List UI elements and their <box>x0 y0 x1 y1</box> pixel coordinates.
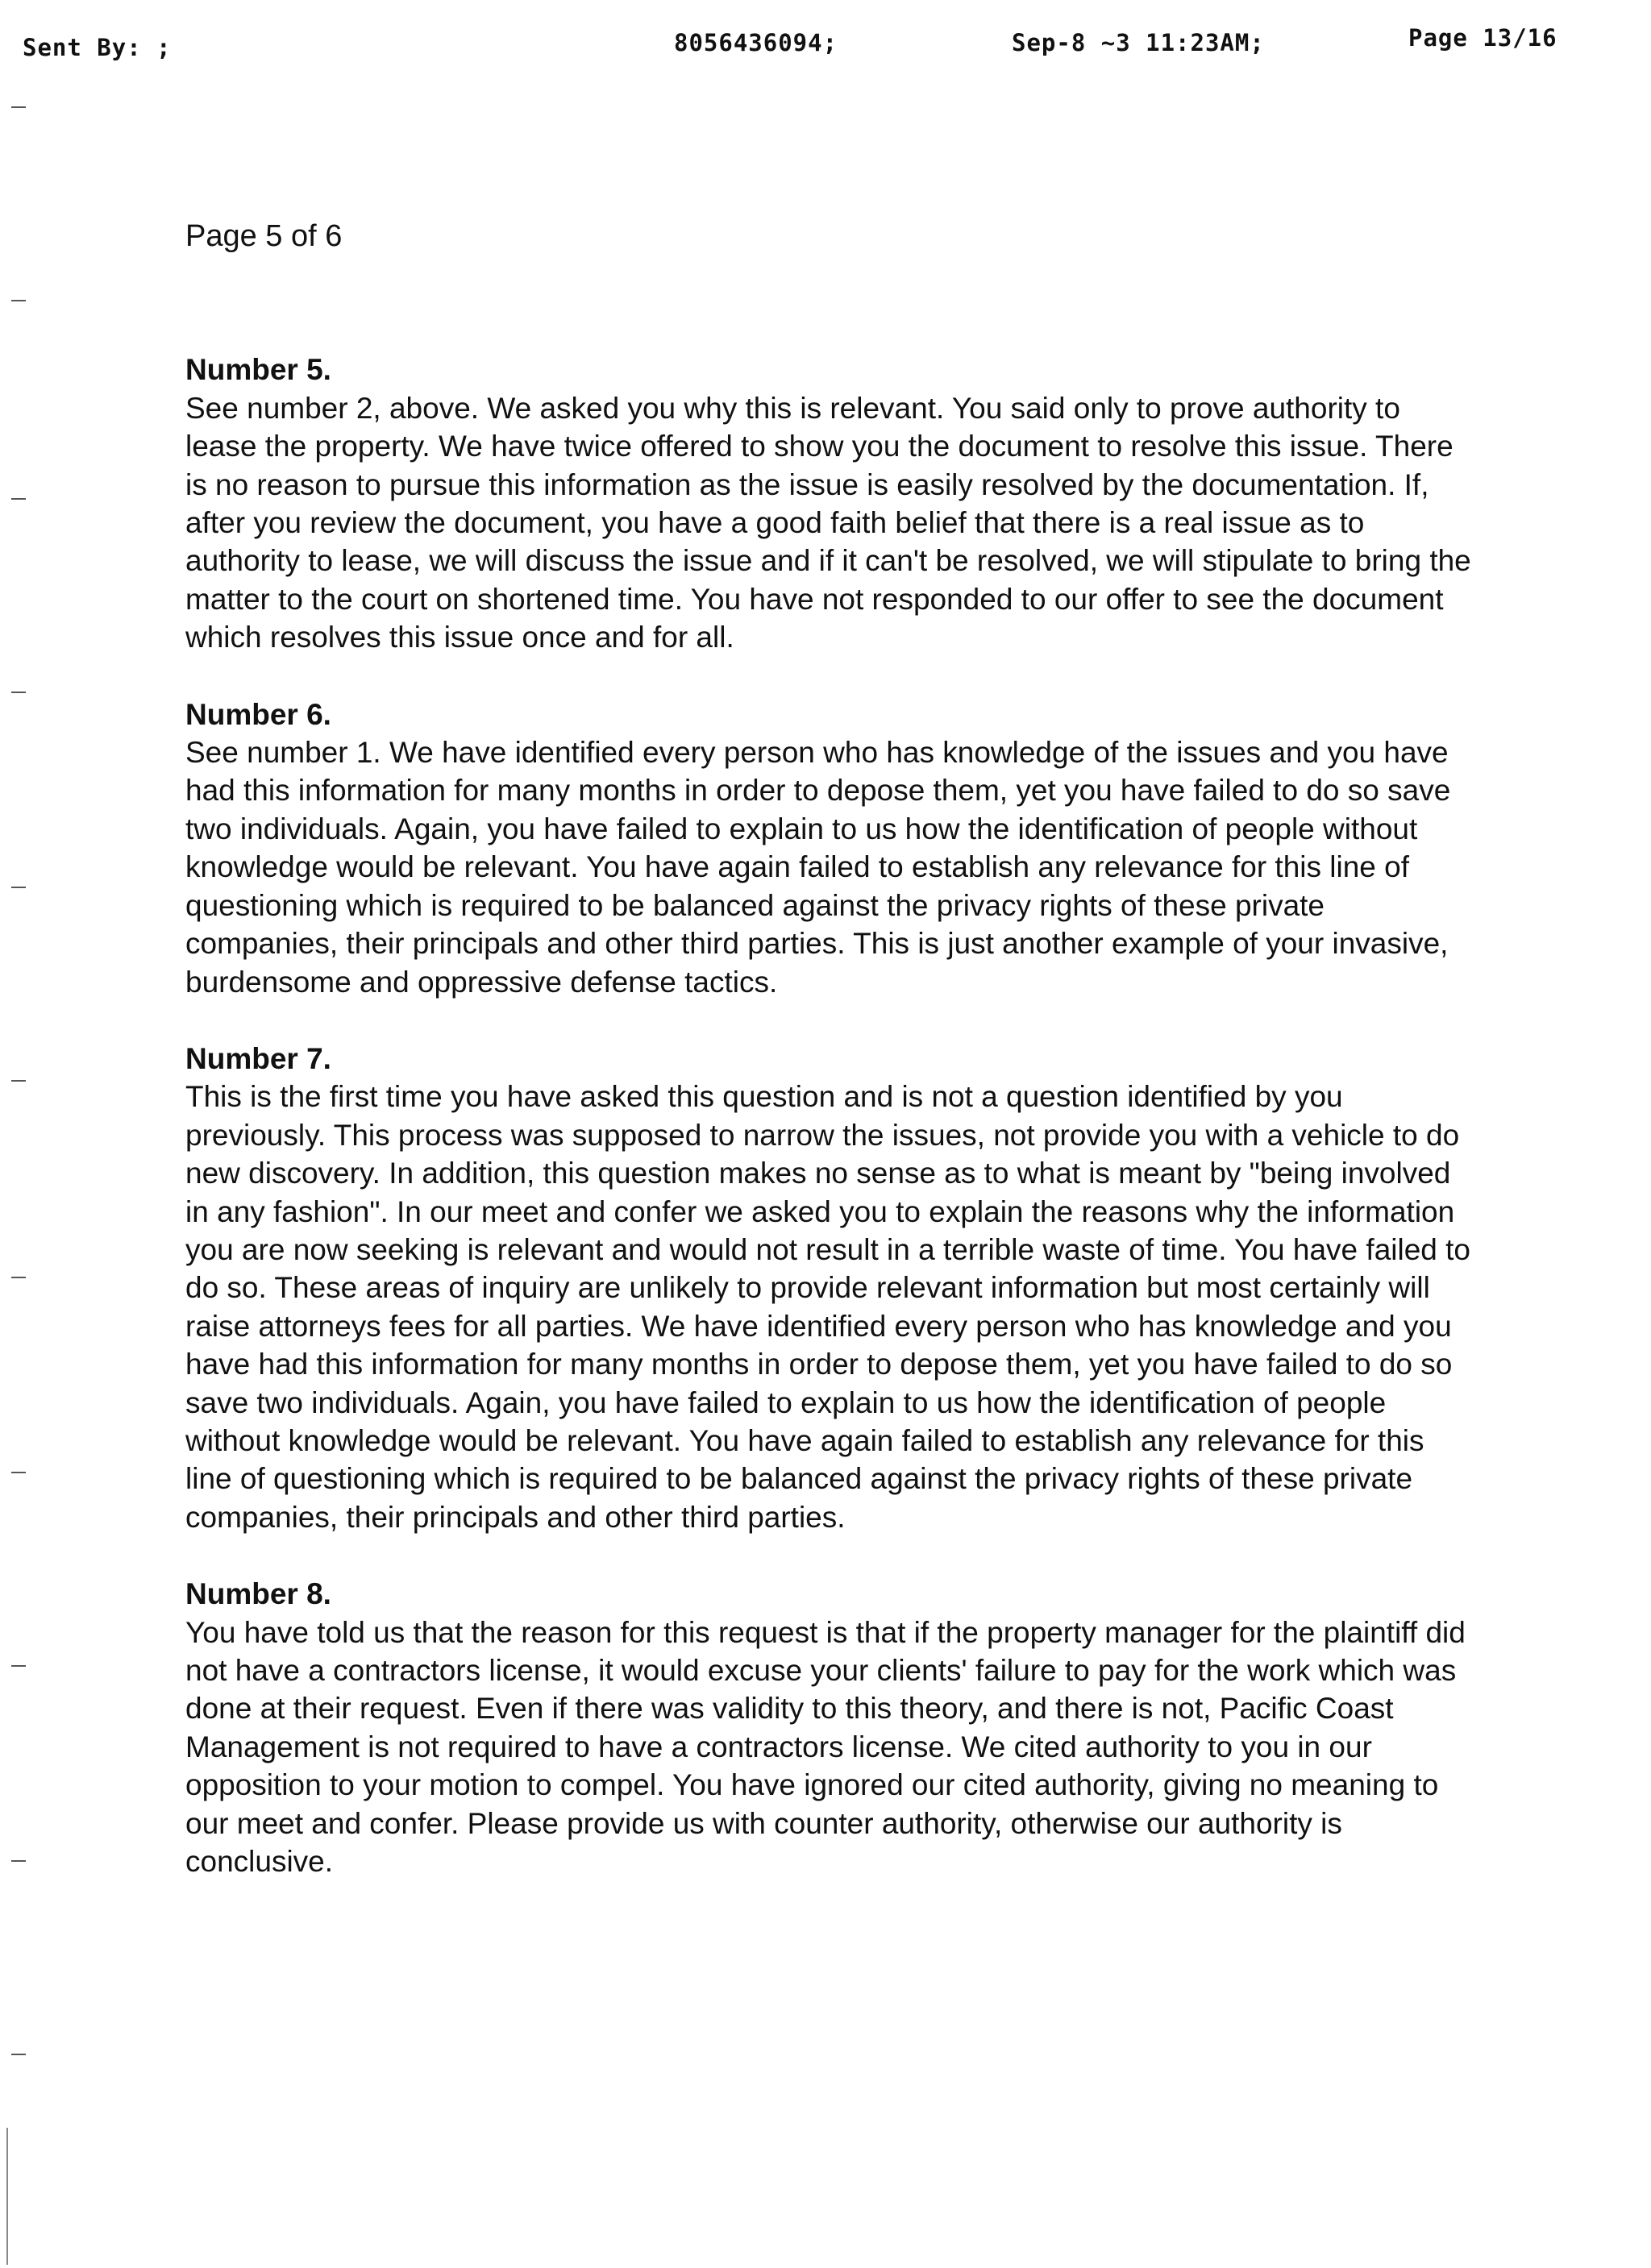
margin-tick <box>11 1665 26 1667</box>
page-indicator: Page 5 of 6 <box>185 219 343 253</box>
margin-tick <box>11 498 26 500</box>
left-margin-marks <box>11 0 35 2268</box>
section-number-8 <box>185 1575 1475 1880</box>
section-text: This is the first time you have asked this question and is not a question identified by you previously. This process was supposed to narrow the issues, not provide you with a vehicle to do new discovery. In addition, this question makes no sense as to what is meant by "being involved in any fashion". In our meet and confer we asked you to explain the reasons why the information you are now seeking is relevant and would not result in a terrible waste of time. You have failed to do so. These areas of inquiry are unlikely to provide relevant information but most certainly will raise attorneys fees for all parties. We have identified every person who has knowledge and you have had this information for many months in order to depose them, yet you have failed to do so save two individuals. Again, you have failed to explain to us how the identification of people without knowledge would be relevant. You have again failed to establish any relevance for this line of questioning which is required to be balanced against the privacy rights of these private companies, their principals and other third parties. <box>185 1080 1470 1534</box>
margin-tick <box>11 692 26 693</box>
fax-header <box>0 19 1651 60</box>
section-heading: Number 7. <box>185 1041 331 1075</box>
section-number-6 <box>185 696 1475 1001</box>
section-heading: Number 8. <box>185 1577 331 1611</box>
left-scan-edge <box>6 2128 8 2265</box>
fax-datetime: Sep-8 ~3 11:23AM; <box>1012 29 1265 56</box>
section-text: See number 1. We have identified every person who has knowledge of the issues and you have had this information for many months in order to depose them, yet you have failed to do so save two individuals. Again, you have failed to explain to us how the identification of people without knowledge would be relevant. You have again failed to establish any relevance for this line of questioning which is required to be balanced against the privacy rights of these private companies, their principals and other third parties. This is just another example of your invasive, burdensome and oppressive defense tactics. <box>185 736 1451 999</box>
margin-tick <box>11 106 26 108</box>
margin-tick <box>11 1080 26 1082</box>
margin-tick <box>11 887 26 888</box>
fax-sent-by: Sent By: ; <box>23 34 172 61</box>
section-text: You have told us that the reason for this request is that if the property manager for the plaintiff did not have a contractors license, it would excuse your clients' failure to pay for the work which was done at their request. Even if there was validity to this theory, and there is not, Pacific Coast Management is not required to have a contractors license. We cited authority to you in our opposition to your motion to compel. You have ignored our cited authority, giving no meaning to our meet and confer. Please provide us with counter authority, otherwise our authority is conclusive. <box>185 1615 1466 1879</box>
section-number-7 <box>185 1040 1475 1536</box>
margin-tick <box>11 1472 26 1473</box>
section-text: See number 2, above. We asked you why this is relevant. You said only to prove authority to lease the property. We have twice offered to show you the document to resolve this issue. There is no reason to pursue this information as the issue is easily resolved by the documentation. If, after you review the document, you have a good faith belief that there is a real issue as to authority to lease, we will discuss the issue and if it can't be resolved, we will stipulate to bring the matter to the court on shortened time. You have not responded to our offer to see the document which resolves this issue once and for all. <box>185 391 1471 654</box>
margin-tick <box>11 300 26 301</box>
fax-phone-number: 8056436094; <box>674 29 838 56</box>
section-heading: Number 5. <box>185 353 331 387</box>
letter-body <box>185 218 1475 1919</box>
section-heading: Number 6. <box>185 697 331 731</box>
margin-tick <box>11 1860 26 1862</box>
fax-page-number: Page 13/16 <box>1408 24 1557 52</box>
section-number-5 <box>185 351 1475 656</box>
margin-tick <box>11 2054 26 2055</box>
margin-tick <box>11 1277 26 1278</box>
